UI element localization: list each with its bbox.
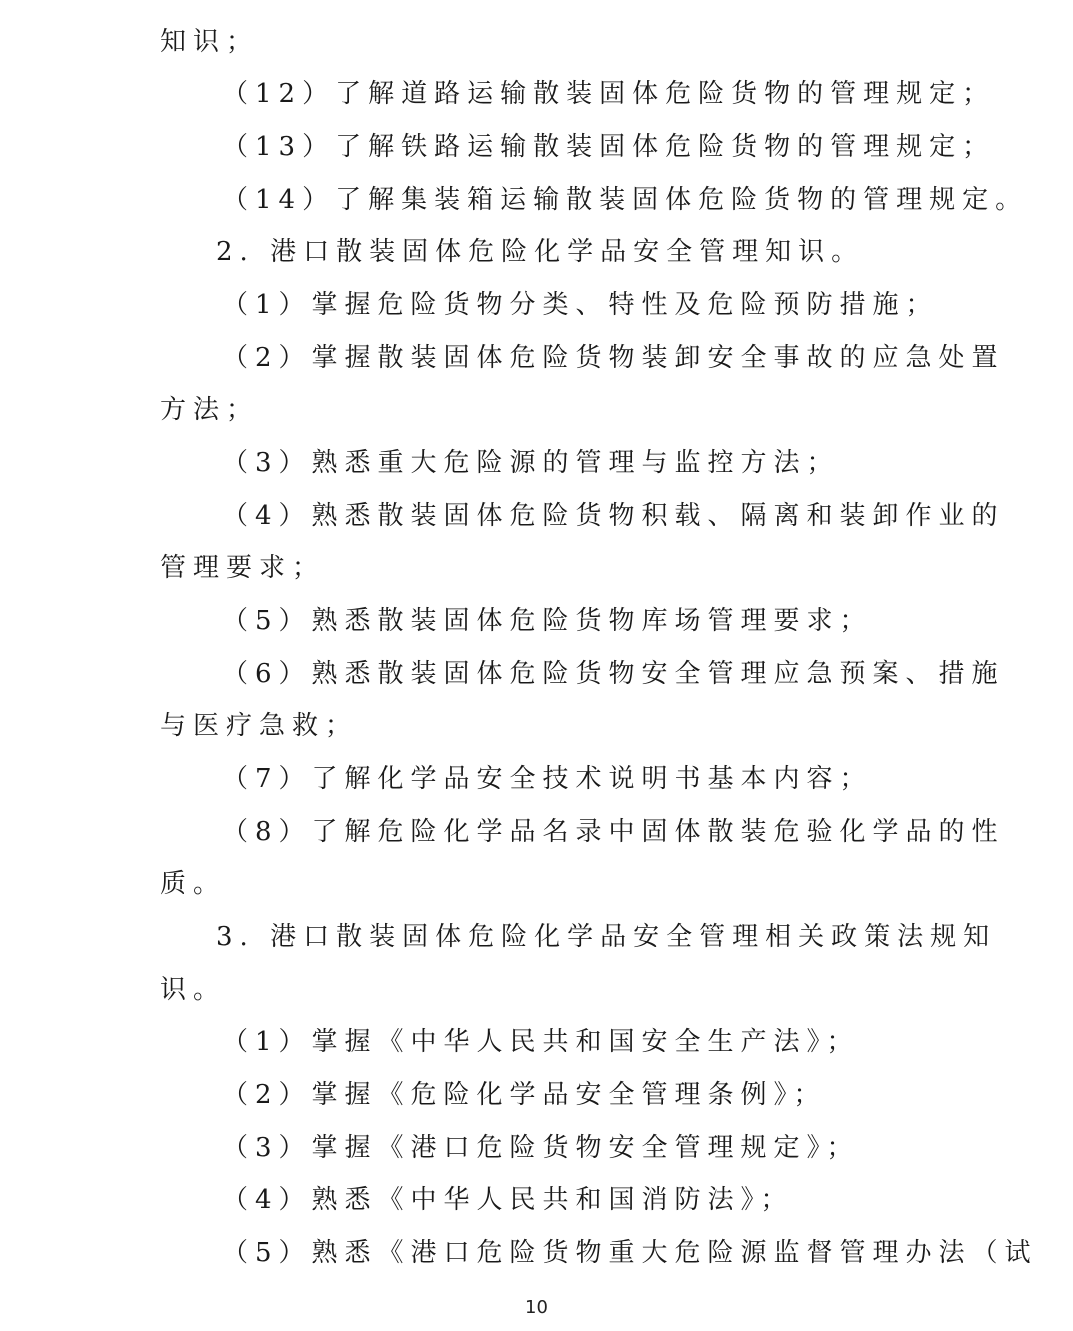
list-item: （2）掌握《危险化学品安全管理条例》； <box>222 1080 827 1110</box>
list-item: （13）了解铁路运输散装固体危险货物的管理规定； <box>222 132 996 162</box>
section-heading: 3. 港口散装固体危险化学品安全管理相关政策法规知 <box>216 922 997 952</box>
list-item: （5）熟悉《港口危险货物重大危险源监督管理办法（试 <box>222 1238 1038 1268</box>
page-number: 10 <box>525 1297 548 1318</box>
list-item: （2）掌握散装固体危险货物装卸安全事故的应急处置 <box>222 343 1005 373</box>
list-item: （6）熟悉散装固体危险货物安全管理应急预案、措施 <box>222 659 1005 689</box>
list-item: （7）了解化学品安全技术说明书基本内容； <box>222 764 873 794</box>
list-item: （1）掌握《中华人民共和国安全生产法》； <box>222 1027 860 1057</box>
list-item: （8）了解危险化学品名录中固体散装危验化学品的性 <box>222 817 1005 847</box>
list-item: （4）熟悉散装固体危险货物积载、隔离和装卸作业的 <box>222 501 1005 531</box>
text-line: 识。 <box>160 975 227 1005</box>
text-line: 方法； <box>160 395 260 425</box>
list-item: （12）了解道路运输散装固体危险货物的管理规定； <box>222 79 996 109</box>
list-item: （4）熟悉《中华人民共和国消防法》； <box>222 1185 794 1215</box>
list-item: （3）掌握《港口危险货物安全管理规定》； <box>222 1133 860 1163</box>
list-item: （5）熟悉散装固体危险货物库场管理要求； <box>222 606 873 636</box>
list-item: （3）熟悉重大危险源的管理与监控方法； <box>222 448 840 478</box>
text-line: 管理要求； <box>160 553 326 583</box>
text-line: 与医疗急救； <box>160 711 359 741</box>
section-heading: 2. 港口散装固体危险化学品安全管理知识。 <box>216 237 865 267</box>
list-item: （1）掌握危险货物分类、特性及危险预防措施； <box>222 290 939 320</box>
text-line: 质。 <box>160 869 227 899</box>
list-item: （14）了解集装箱运输散装固体危险货物的管理规定。 <box>222 185 1029 215</box>
text-line: 知识； <box>160 27 260 57</box>
